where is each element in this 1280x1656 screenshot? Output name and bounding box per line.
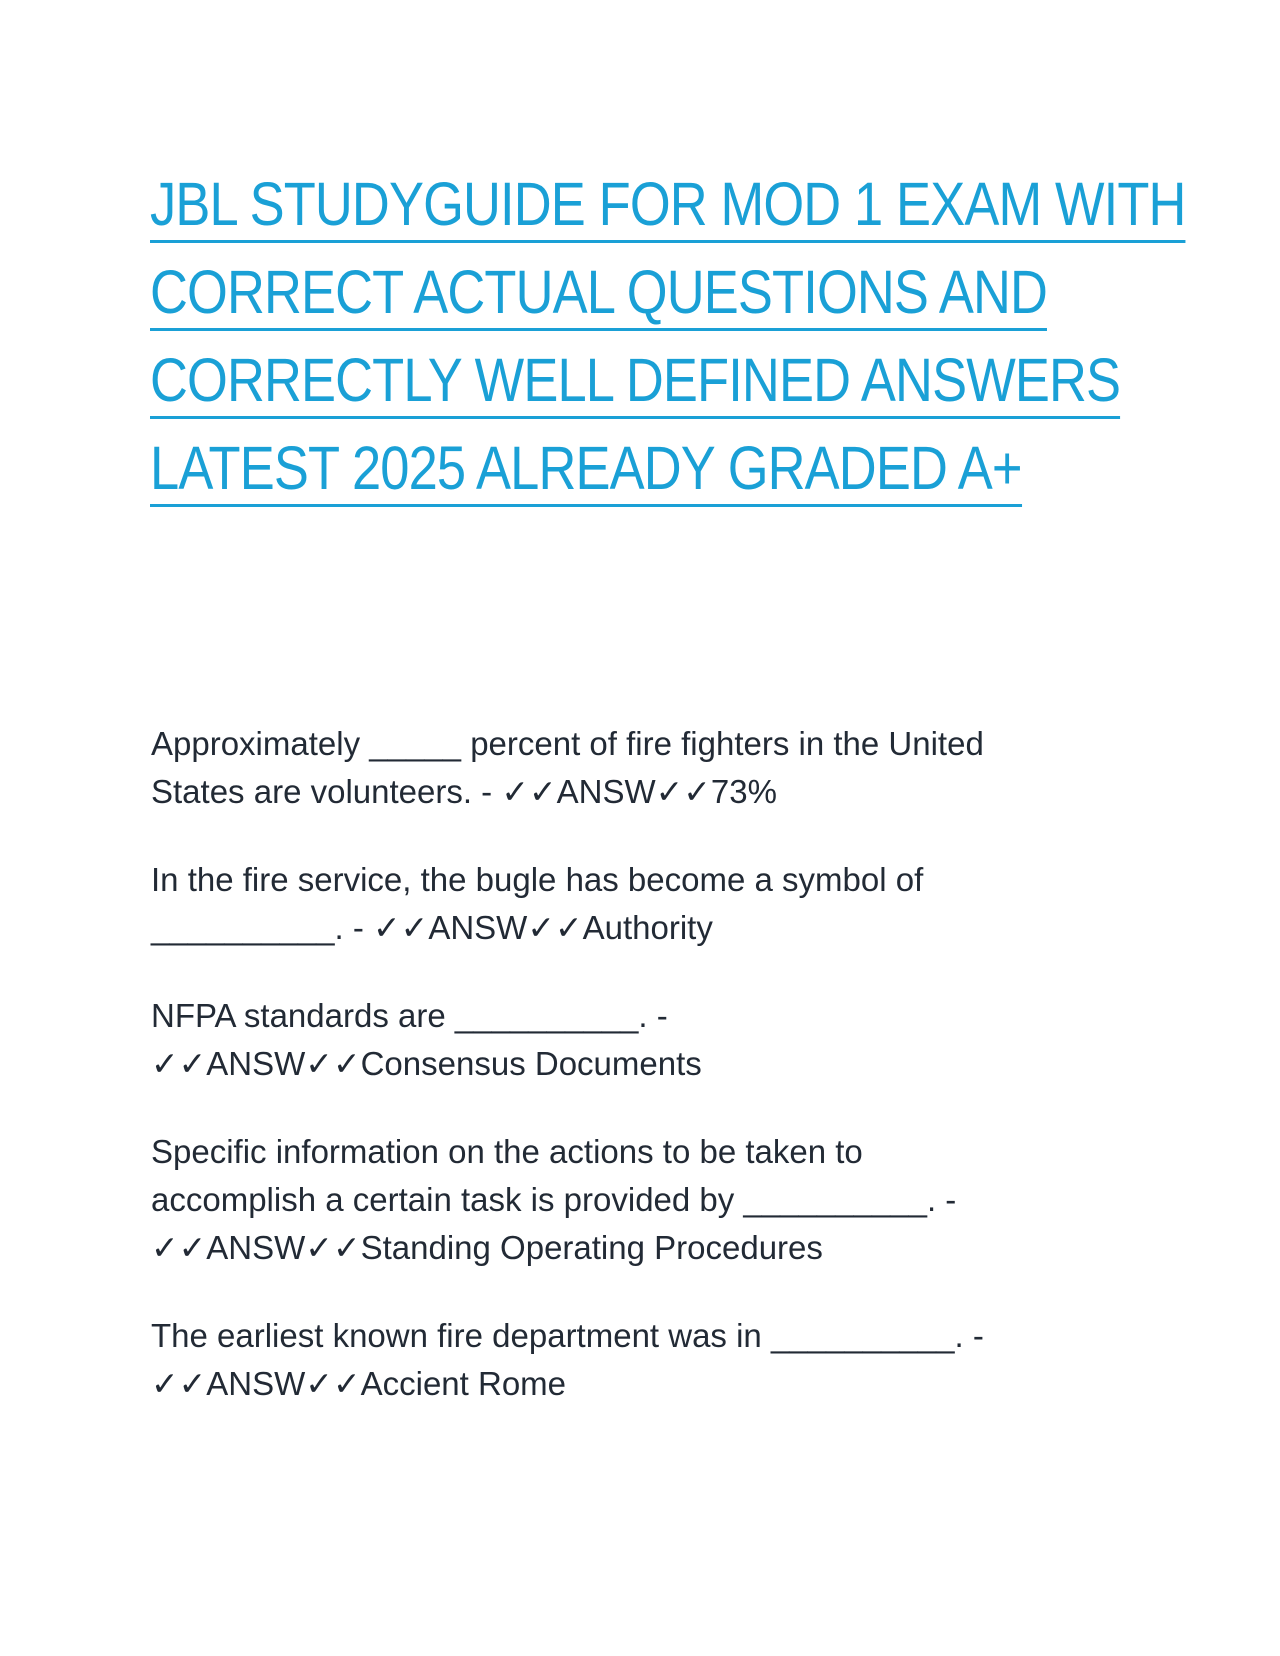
qa-item: [151, 992, 1131, 1088]
qa-text-line: The earliest known fire department was in __________. -: [151, 1317, 984, 1354]
title-line: [150, 336, 1121, 424]
title-line-text: JBL STUDYGUIDE FOR MOD 1 EXAM WITH: [150, 170, 1186, 243]
question-answer-list: [151, 720, 1131, 1448]
qa-text-line: ✓✓ANSW✓✓Standing Operating Procedures: [151, 1229, 823, 1266]
title-line-text: LATEST 2025 ALREADY GRADED A+: [150, 434, 1022, 507]
qa-text-line: States are volunteers. - ✓✓ANSW✓✓73%: [151, 773, 777, 810]
qa-text-line: ✓✓ANSW✓✓Consensus Documents: [151, 1045, 702, 1082]
title-line: [150, 160, 1186, 248]
qa-item: [151, 856, 1131, 952]
title-line: [150, 424, 1022, 512]
qa-item: [151, 720, 1131, 816]
qa-text-line: Approximately _____ percent of fire fighters in the United: [151, 725, 984, 762]
qa-text-line: __________. - ✓✓ANSW✓✓Authority: [151, 909, 713, 946]
qa-text-line: In the fire service, the bugle has become a symbol of: [151, 861, 924, 898]
qa-text-line: ✓✓ANSW✓✓Accient Rome: [151, 1365, 567, 1402]
qa-text-line: accomplish a certain task is provided by __________. -: [151, 1181, 957, 1218]
qa-item: [151, 1312, 1131, 1408]
title-line: [150, 248, 1048, 336]
document-title: [150, 160, 1186, 512]
title-line-text: CORRECTLY WELL DEFINED ANSWERS: [150, 346, 1120, 419]
qa-text-line: Specific information on the actions to be taken to: [151, 1133, 863, 1170]
qa-text-line: NFPA standards are __________. -: [151, 997, 668, 1034]
qa-item: [151, 1128, 1131, 1272]
title-line-text: CORRECT ACTUAL QUESTIONS AND: [150, 258, 1047, 331]
